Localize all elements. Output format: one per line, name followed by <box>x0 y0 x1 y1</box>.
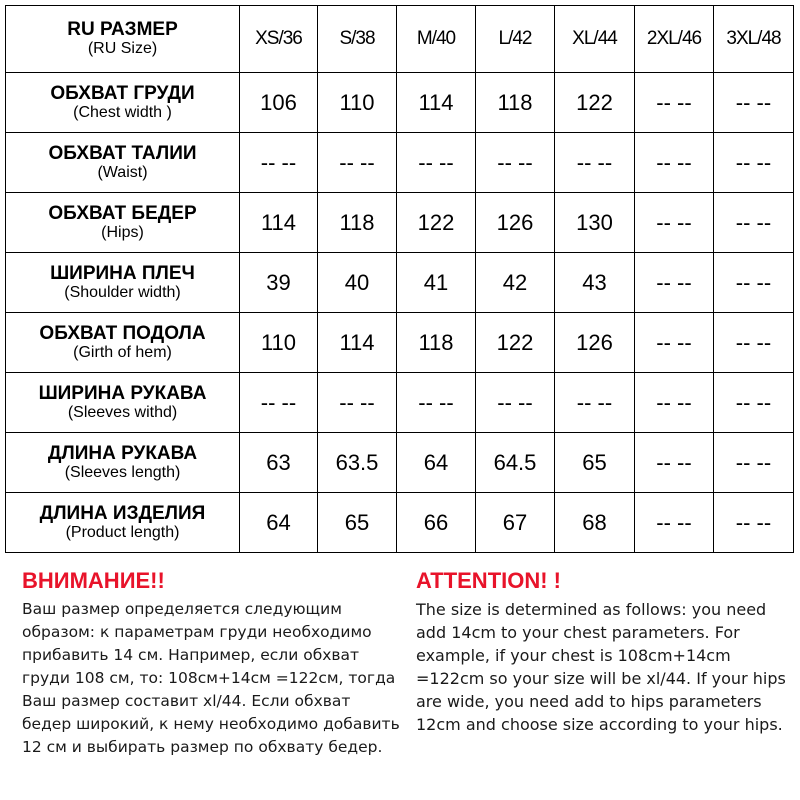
table-cell: 41 <box>397 253 476 313</box>
table-cell: 114 <box>318 313 397 373</box>
row-label: ОБХВАТ БЕДЕР <box>48 202 197 224</box>
table-cell: 63 <box>240 433 318 493</box>
table-cell: 40 <box>318 253 397 313</box>
table-cell: 43 <box>555 253 635 313</box>
row-label: ШИРИНА РУКАВА <box>38 382 207 404</box>
table-cell: -- -- <box>635 253 714 313</box>
table-cell: -- -- <box>714 373 794 433</box>
row-label: ШИРИНА ПЛЕЧ <box>50 262 195 284</box>
size-header-cell: XS/36 <box>240 6 318 73</box>
table-row <box>6 193 794 253</box>
table-cell: -- -- <box>635 193 714 253</box>
table-cell: -- -- <box>397 133 476 193</box>
row-label: ДЛИНА РУКАВА <box>47 442 198 464</box>
table-row <box>6 433 794 493</box>
note-ru <box>22 566 402 759</box>
table-cell: -- -- <box>318 373 397 433</box>
table-cell: 68 <box>555 493 635 553</box>
note-ru-body: Ваш размер определяется следующим образом: к параметрам груди необходимо прибавить 14 см. Например, если обхват груди 108 см, то: 108см+14см =122см, тогда Ваш размер составит xl/44. Если обхват бедер широкий, к нему необходимо добавить 12 см и выбирать размер по обхвату бедер. <box>22 600 400 756</box>
row-sublabel: (Chest width ) <box>73 103 172 121</box>
row-label: ОБХВАТ ГРУДИ <box>50 82 195 104</box>
row-label-cell <box>6 373 240 433</box>
size-header-cell: 3XL/48 <box>714 6 794 73</box>
size-header-cell: 2XL/46 <box>635 6 714 73</box>
row-sublabel: (Product length) <box>65 523 180 541</box>
note-ru-title: ВНИМАНИЕ!! <box>22 568 165 593</box>
table-cell: -- -- <box>555 133 635 193</box>
table-row <box>6 253 794 313</box>
table-cell: -- -- <box>476 133 555 193</box>
table-cell: -- -- <box>635 493 714 553</box>
table-cell: -- -- <box>318 133 397 193</box>
table-cell: 126 <box>476 193 555 253</box>
table-cell: -- -- <box>714 313 794 373</box>
table-cell: -- -- <box>714 193 794 253</box>
note-en <box>416 566 800 736</box>
table-cell: 66 <box>397 493 476 553</box>
table-cell: -- -- <box>635 73 714 133</box>
table-cell: 122 <box>555 73 635 133</box>
row-sublabel: (Waist) <box>97 163 148 181</box>
note-en-title: ATTENTION! ! <box>416 568 562 593</box>
table-cell: 118 <box>397 313 476 373</box>
row-label-cell <box>6 253 240 313</box>
table-cell: 64.5 <box>476 433 555 493</box>
table-cell: 110 <box>240 313 318 373</box>
row-sublabel: (Girth of hem) <box>73 343 172 361</box>
table-cell: 122 <box>476 313 555 373</box>
table-cell: 114 <box>240 193 318 253</box>
row-sublabel: (Hips) <box>101 223 144 241</box>
table-cell: -- -- <box>397 373 476 433</box>
row-label: ОБХВАТ ПОДОЛА <box>39 322 206 344</box>
row-label-cell <box>6 493 240 553</box>
table-cell: 64 <box>240 493 318 553</box>
table-cell: 106 <box>240 73 318 133</box>
table-row <box>6 493 794 553</box>
header-row <box>6 6 794 73</box>
table-cell: -- -- <box>240 373 318 433</box>
row-sublabel: (Sleeves length) <box>64 463 181 481</box>
table-row <box>6 313 794 373</box>
table-cell: 118 <box>318 193 397 253</box>
table-cell: -- -- <box>476 373 555 433</box>
table-cell: 67 <box>476 493 555 553</box>
row-label-cell <box>6 193 240 253</box>
table-row <box>6 373 794 433</box>
table-cell: 65 <box>318 493 397 553</box>
table-cell: -- -- <box>714 133 794 193</box>
table-cell: 114 <box>397 73 476 133</box>
size-header-cell: XL/44 <box>555 6 635 73</box>
size-chart-table <box>5 5 794 553</box>
table-cell: -- -- <box>714 253 794 313</box>
table-cell: 110 <box>318 73 397 133</box>
table-cell: -- -- <box>635 133 714 193</box>
table-cell: 63.5 <box>318 433 397 493</box>
row-label-cell <box>6 73 240 133</box>
row-sublabel: (Shoulder width) <box>64 283 181 301</box>
table-cell: 130 <box>555 193 635 253</box>
table-cell: -- -- <box>555 373 635 433</box>
row-label: ОБХВАТ ТАЛИИ <box>48 142 197 164</box>
size-header-cell: S/38 <box>318 6 397 73</box>
table-cell: -- -- <box>635 433 714 493</box>
table-row <box>6 73 794 133</box>
table-cell: 39 <box>240 253 318 313</box>
table-cell: 122 <box>397 193 476 253</box>
table-row <box>6 133 794 193</box>
header-label-cell <box>6 6 240 73</box>
row-label: ДЛИНА ИЗДЕЛИЯ <box>39 502 206 524</box>
header-label: RU РАЗМЕР <box>67 19 178 40</box>
table-cell: 118 <box>476 73 555 133</box>
size-header-cell: M/40 <box>397 6 476 73</box>
table-cell: -- -- <box>714 73 794 133</box>
table-cell: 42 <box>476 253 555 313</box>
table-cell: -- -- <box>240 133 318 193</box>
table-cell: -- -- <box>635 373 714 433</box>
table-cell: -- -- <box>635 313 714 373</box>
table-cell: -- -- <box>714 433 794 493</box>
table-cell: -- -- <box>714 493 794 553</box>
note-en-body: The size is determined as follows: you need add 14cm to your chest parameters. For example, if your chest is 108cm+14cm =122cm so your size will be xl/44. If your hips are wide, you need add to hips parameters 12cm and choose size according to your hips. <box>416 600 786 734</box>
row-label-cell <box>6 133 240 193</box>
size-header-cell: L/42 <box>476 6 555 73</box>
table-cell: 126 <box>555 313 635 373</box>
header-sublabel: (RU Size) <box>87 40 158 57</box>
table-cell: 65 <box>555 433 635 493</box>
row-label-cell <box>6 433 240 493</box>
row-sublabel: (Sleeves withd) <box>67 403 178 421</box>
row-label-cell <box>6 313 240 373</box>
table-cell: 64 <box>397 433 476 493</box>
